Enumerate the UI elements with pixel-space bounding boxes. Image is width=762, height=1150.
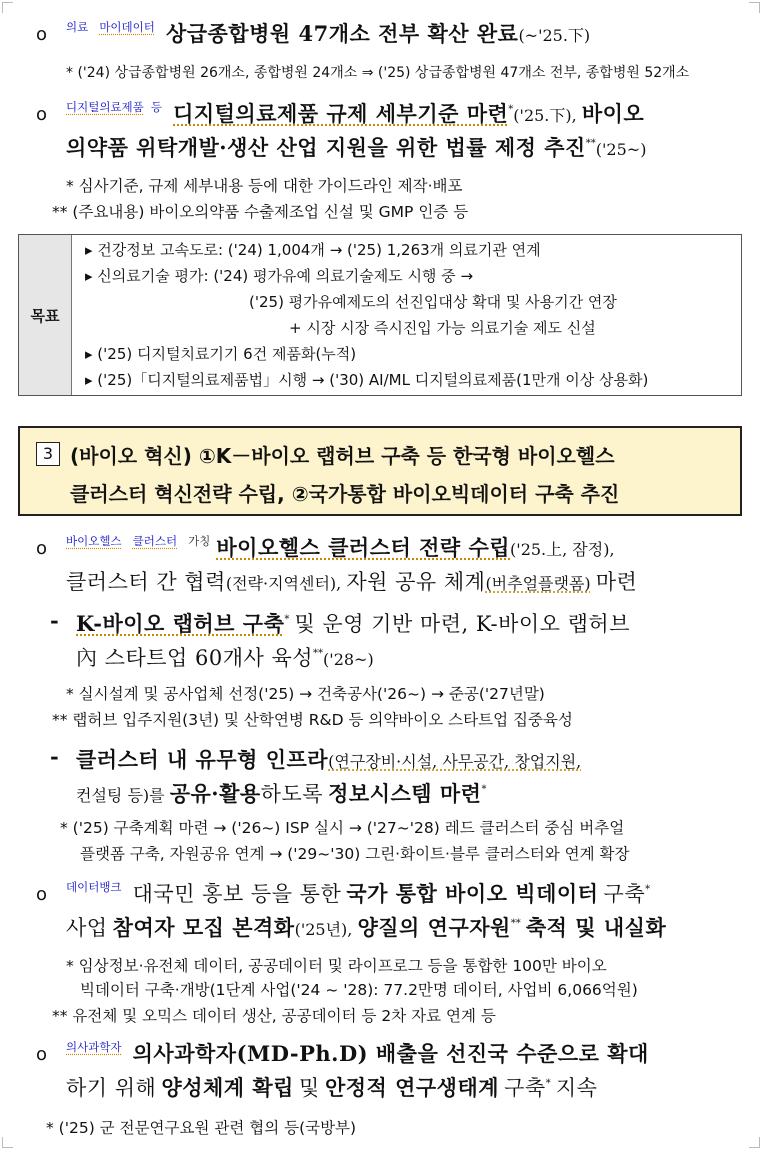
item2-line1-tail: 바이오 [581, 101, 645, 126]
item2-line1-headline: 디지털의료제품 규제 세부기준 마련 [173, 101, 509, 126]
item4-line1c: 구축 [603, 882, 646, 906]
tag-medical: 의료 [66, 20, 89, 34]
sub1-line2-date: ('28~) [323, 650, 374, 669]
dash: - [50, 744, 59, 769]
sub1-note2: ** 랩허브 입주지원(3년) 및 산학연병 R&D 등 의약바이오 스타트업 집중육성 [52, 711, 573, 729]
tag-databank: 데이터뱅크 [66, 880, 122, 894]
sub2-line2b: 공유·활용 [169, 781, 261, 806]
tag-physician-scientist: 의사과학자 [66, 1040, 122, 1054]
corner-mark [2, 1137, 13, 1148]
item2-sup2: ** [585, 138, 596, 149]
tag-biohealth: 바이오헬스 [66, 534, 122, 548]
item1-note: * ('24) 상급종합병원 26개소, 종합병원 24개소 ⇒ ('25) 상급종합병원 47개소 전부, 종합병원 52개소 [66, 65, 690, 81]
item5-line2c: 및 [299, 1076, 320, 1100]
item3-line1-date: ('25.上, 잠정), [510, 540, 615, 559]
sub1-sup2: ** [313, 648, 324, 659]
tag-tentative: 가칭 [188, 534, 211, 548]
item4-sup1: * [645, 884, 651, 895]
item5-line2a: 하기 위해 [66, 1076, 157, 1100]
sub2-line2d: 정보시스템 마련 [328, 781, 482, 806]
section-line2a: 클러스터 혁신전략 수립, [70, 482, 285, 506]
goal-line: ▸ 건강정보 고속도로: ('24) 1,004개 → ('25) 1,263개 의료기관 연계 [85, 241, 541, 259]
dash: - [50, 608, 59, 633]
item3-line2d: (버추얼플랫폼) [485, 574, 591, 593]
corner-mark [749, 1137, 760, 1148]
item2-line1-date: ('25.下), [513, 106, 577, 125]
goal-line: ▸ ('25)「디지털의료제품법」시행 → ('30) AI/ML 디지털의료제품(1만개 이상 상용화) [85, 371, 649, 389]
section-topic: (바이오 혁신) [70, 444, 192, 468]
item4-line1b: 국가 통합 바이오 빅데이터 [346, 881, 599, 906]
sub2-sup: * [481, 784, 487, 795]
item1-headline: 상급종합병원 47개소 전부 확산 완료 [165, 21, 519, 46]
item5-line1: 의사과학자(MD-Ph.D) 배출을 선진국 수준으로 확대 [132, 1041, 649, 1066]
sub1-line1-tail: 및 운영 기반 마련, K-바이오 랩허브 [294, 612, 630, 636]
bullet: o [36, 1044, 48, 1065]
sub2-line1-headline: 클러스터 내 유무형 인프라 [76, 747, 329, 772]
item4-sup2: ** [510, 918, 521, 929]
bullet: o [36, 104, 48, 125]
sub2-note1: * ('25) 구축계획 마련 → ('26~) ISP 실시 → ('27~'28) 레드 클러스터 중심 버추얼 [60, 819, 625, 837]
item3-line2e: 마련 [595, 570, 638, 594]
item3-line1-headline: 바이오헬스 클러스터 전략 수립 [216, 535, 511, 560]
corner-mark [749, 2, 760, 13]
tag-etc: 등 [150, 100, 162, 114]
item2-note1: * 심사기준, 규제 세부내용 등에 대한 가이드라인 제작·배포 [66, 177, 463, 195]
item4-line2b: 참여자 모집 본격화 [112, 915, 295, 940]
sub2-line1-paren: (연구장비·시설, 사무공간, 창업지원, [328, 752, 582, 771]
sub2-line2c: 하도록 [260, 782, 324, 806]
item5-line2e: 구축 [504, 1076, 546, 1100]
section-number: 3 [36, 442, 60, 466]
item4-line2a: 사업 [66, 916, 108, 940]
sub1-line1-headline: K-바이오 랩허브 구축 [76, 611, 285, 636]
item4-note1: * 임상정보·유전체 데이터, 공공데이터 및 라이프로그 등을 통합한 100만 바이오 [66, 957, 607, 975]
goal-box [18, 234, 742, 396]
sub1-note1: * 실시설계 및 공사업체 선정('25) → 건축공사('26~) → 준공('27년말) [66, 685, 545, 703]
item2-note2: ** (주요내용) 바이오의약품 수출제조업 신설 및 GMP 인증 등 [52, 203, 469, 221]
bullet: o [36, 538, 48, 559]
goal-label: 목표 [19, 235, 72, 395]
sub1-sup1: * [284, 614, 290, 625]
item2-line2-headline: 의약품 위탁개발·생산 산업 지원을 위한 법률 제정 추진 [66, 135, 586, 160]
section-line2b: ②국가통합 바이오빅데이터 구축 추진 [291, 482, 620, 506]
item3-line2b: (전략·지역센터), [225, 574, 342, 593]
goal-line: ▸ ('25) 디지털치료기기 6건 제품화(누적) [85, 345, 357, 363]
sub1-line2-headline: 內 스타트업 60개사 육성 [76, 646, 314, 670]
item5-line2f: 지속 [555, 1076, 598, 1100]
tag-digital-medical: 디지털의료제품 [66, 100, 144, 114]
item3-line2c: 자원 공유 체계 [346, 570, 486, 594]
sub2-note2: 플랫폼 구축, 자원공유 연계 → ('29~'30) 그린·화이트·블루 클러스터와 연계 확장 [80, 845, 630, 863]
item5-line2b: 양성체계 확립 [161, 1075, 294, 1100]
item5-note1: * ('25) 군 전문연구요원 관련 협의 등(국방부) [46, 1119, 357, 1137]
item4-line2e: 축적 및 내실화 [525, 915, 667, 940]
goal-line: ▸ 신의료기술 평가: ('24) 평가유예 의료기술제도 시행 중 → [85, 267, 474, 285]
item4-note2: 빅데이터 구축·개방(1단계 사업('24 ~ '28): 77.2만명 데이터, 사업비 6,066억원) [80, 981, 638, 999]
tag-mydata: 마이데이터 [99, 20, 155, 34]
sub2-line2a: 컨설팅 등)를 [76, 786, 165, 805]
item2-line2-date: ('25~) [595, 140, 647, 159]
goal-line: ('25) 평가유예제도의 선진입대상 확대 및 사용기간 연장 [249, 293, 617, 311]
bullet: o [36, 24, 48, 45]
item4-note3: ** 유전체 및 오믹스 데이터 생산, 공공데이터 등 2차 자료 연계 등 [52, 1007, 496, 1025]
item5-line2d: 안정적 연구생태계 [324, 1075, 500, 1100]
item4-line2d: 양질의 연구자원 [357, 915, 511, 940]
item1-suffix: (~'25.下) [518, 26, 591, 45]
item4-line1a: 대국민 홍보 등을 통한 [132, 882, 342, 906]
section-line1: ①K－바이오 랩허브 구축 등 한국형 바이오헬스 [198, 444, 615, 468]
bullet: o [36, 884, 48, 905]
tag-cluster: 클러스터 [132, 534, 178, 548]
section-3-header [18, 426, 742, 516]
item3-line2a: 클러스터 간 협력 [66, 570, 226, 594]
corner-mark [2, 2, 13, 13]
item2-sup1: * [508, 104, 514, 115]
item5-sup: * [545, 1078, 551, 1089]
goal-line: + 시장 시장 즉시진입 가능 의료기술 제도 신설 [289, 319, 596, 337]
item4-line2c: ('25년), [294, 920, 353, 939]
